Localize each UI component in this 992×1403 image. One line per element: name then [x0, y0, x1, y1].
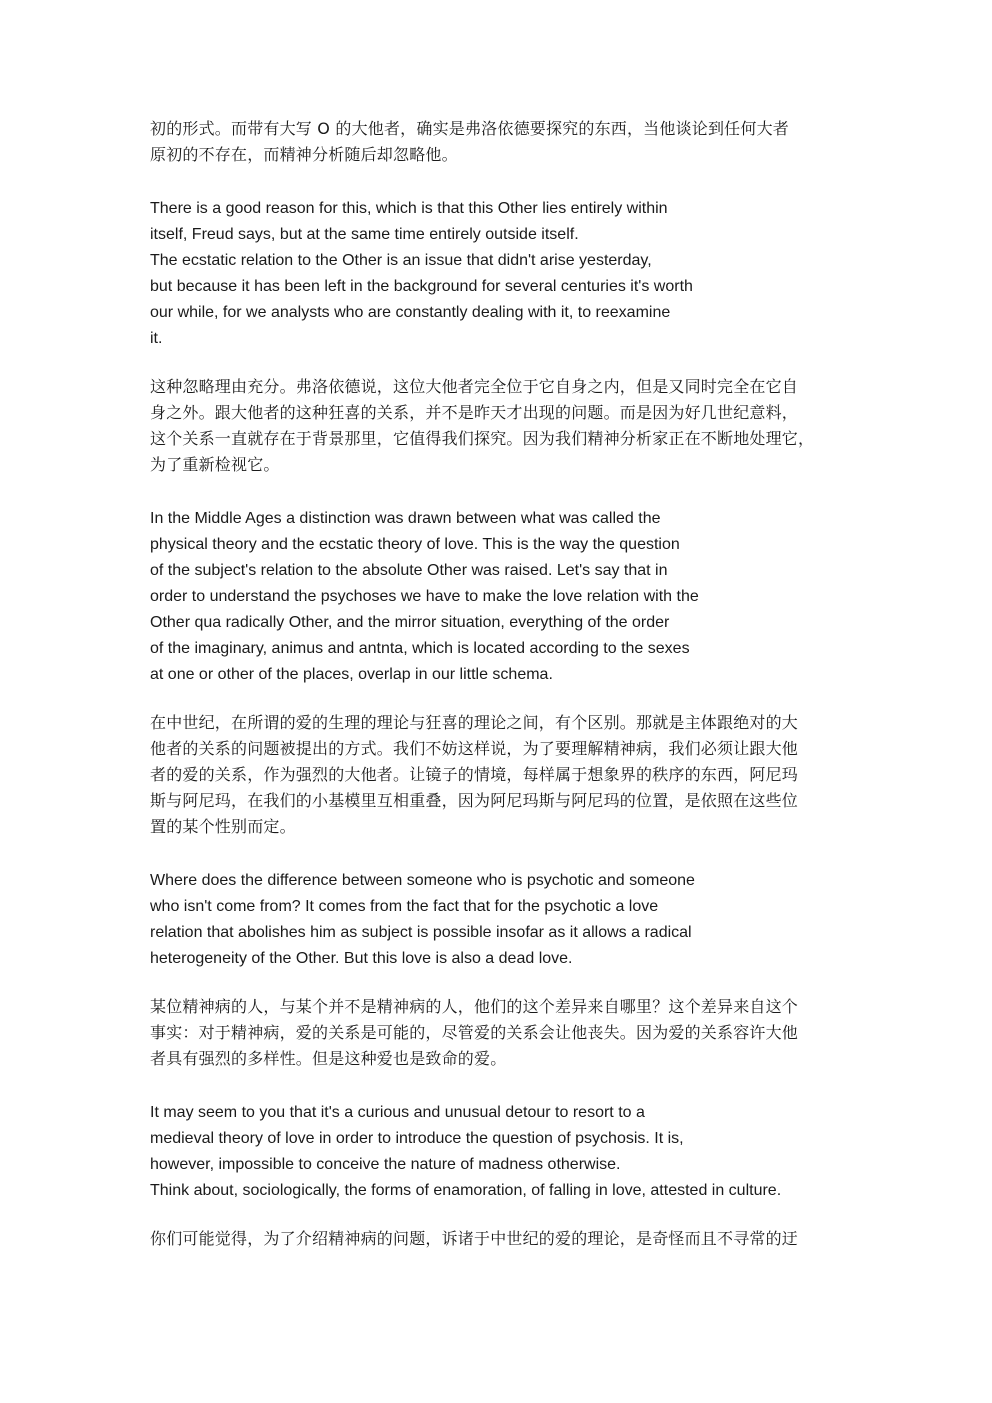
text-line: heterogeneity of the Other. But this love is also a dead love. — [150, 950, 573, 967]
paragraph-en-2 — [150, 506, 850, 688]
text-line: 初的形式。而带有大写 O 的大他者，确实是弗洛依德要探究的东西，当他谈论到任何大者 — [150, 119, 789, 138]
text-line: but because it has been left in the background for several centuries it's worth — [150, 278, 693, 295]
paragraph-en-1 — [150, 196, 850, 352]
text-line: 你们可能觉得，为了介绍精神病的问题，诉诸于中世纪的爱的理论，是奇怪而且不寻常的迂 — [150, 1229, 799, 1248]
text-line: relation that abolishes him as subject is possible insofar as it allows a radical — [150, 924, 692, 941]
text-line: our while, for we analysts who are constantly dealing with it, to reexamine — [150, 304, 671, 321]
text-line: In the Middle Ages a distinction was drawn between what was called the — [150, 510, 661, 527]
text-line: of the imaginary, animus and antnta, which is located according to the sexes — [150, 640, 690, 657]
paragraph-zh-5 — [150, 1226, 850, 1252]
text-line: Think about, sociologically, the forms of enamoration, of falling in love, attested in culture. — [150, 1182, 782, 1199]
paragraph-zh-2 — [150, 374, 850, 478]
text-line: 置的某个性别而定。 — [150, 817, 296, 836]
paragraph-zh-3 — [150, 710, 850, 840]
text-line: of the subject's relation to the absolute Other was raised. Let's say that in — [150, 562, 668, 579]
text-line: 原初的不存在，而精神分析随后却忽略他。 — [150, 145, 458, 164]
text-line: Other qua radically Other, and the mirror situation, everything of the order — [150, 614, 670, 631]
document-page — [150, 116, 850, 1252]
text-line: It may seem to you that it's a curious and unusual detour to resort to a — [150, 1104, 645, 1121]
text-line: The ecstatic relation to the Other is an issue that didn't arise yesterday, — [150, 252, 652, 269]
text-line: 为了重新检视它。 — [150, 455, 280, 474]
text-line: itself, Freud says, but at the same time entirely outside itself. — [150, 226, 579, 243]
text-line: 这种忽略理由充分。弗洛依德说，这位大他者完全位于它自身之内，但是又同时完全在它自 — [150, 377, 799, 396]
text-line: 斯与阿尼玛，在我们的小基模里互相重叠，因为阿尼玛斯与阿尼玛的位置，是依照在这些位 — [150, 791, 799, 810]
text-line: 者的爱的关系，作为强烈的大他者。让镜子的情境，每样属于想象界的秩序的东西，阿尼玛 — [150, 765, 799, 784]
text-line: 者具有强烈的多样性。但是这种爱也是致命的爱。 — [150, 1049, 507, 1068]
text-line: at one or other of the places, overlap in our little schema. — [150, 666, 553, 683]
text-line: 身之外。跟大他者的这种狂喜的关系，并不是昨天才出现的问题。而是因为好几世纪意料， — [150, 403, 799, 422]
paragraph-zh-4 — [150, 994, 850, 1072]
text-line: medieval theory of love in order to introduce the question of psychosis. It is, — [150, 1130, 684, 1147]
paragraph-zh-1 — [150, 116, 850, 168]
text-line: who isn't come from? It comes from the fact that for the psychotic a love — [150, 898, 659, 915]
paragraph-en-4 — [150, 1100, 850, 1204]
paragraph-en-3 — [150, 868, 850, 972]
text-line: order to understand the psychoses we have to make the love relation with the — [150, 588, 699, 605]
text-line: 这个关系一直就存在于背景那里，它值得我们探究。因为我们精神分析家正在不断地处理它， — [150, 429, 815, 448]
text-line: Where does the difference between someone who is psychotic and someone — [150, 872, 695, 889]
text-line: 他者的关系的问题被提出的方式。我们不妨这样说，为了要理解精神病，我们必须让跟大他 — [150, 739, 799, 758]
text-line: it. — [150, 330, 163, 347]
text-line: There is a good reason for this, which is that this Other lies entirely within — [150, 200, 668, 217]
text-line: however, impossible to conceive the nature of madness otherwise. — [150, 1156, 621, 1173]
text-line: physical theory and the ecstatic theory of love. This is the way the question — [150, 536, 680, 553]
text-line: 某位精神病的人，与某个并不是精神病的人，他们的这个差异来自哪里？这个差异来自这个 — [150, 997, 799, 1016]
text-line: 在中世纪，在所谓的爱的生理的理论与狂喜的理论之间，有个区别。那就是主体跟绝对的大 — [150, 713, 799, 732]
text-line: 事实：对于精神病，爱的关系是可能的，尽管爱的关系会让他丧失。因为爱的关系容许大他 — [150, 1023, 799, 1042]
